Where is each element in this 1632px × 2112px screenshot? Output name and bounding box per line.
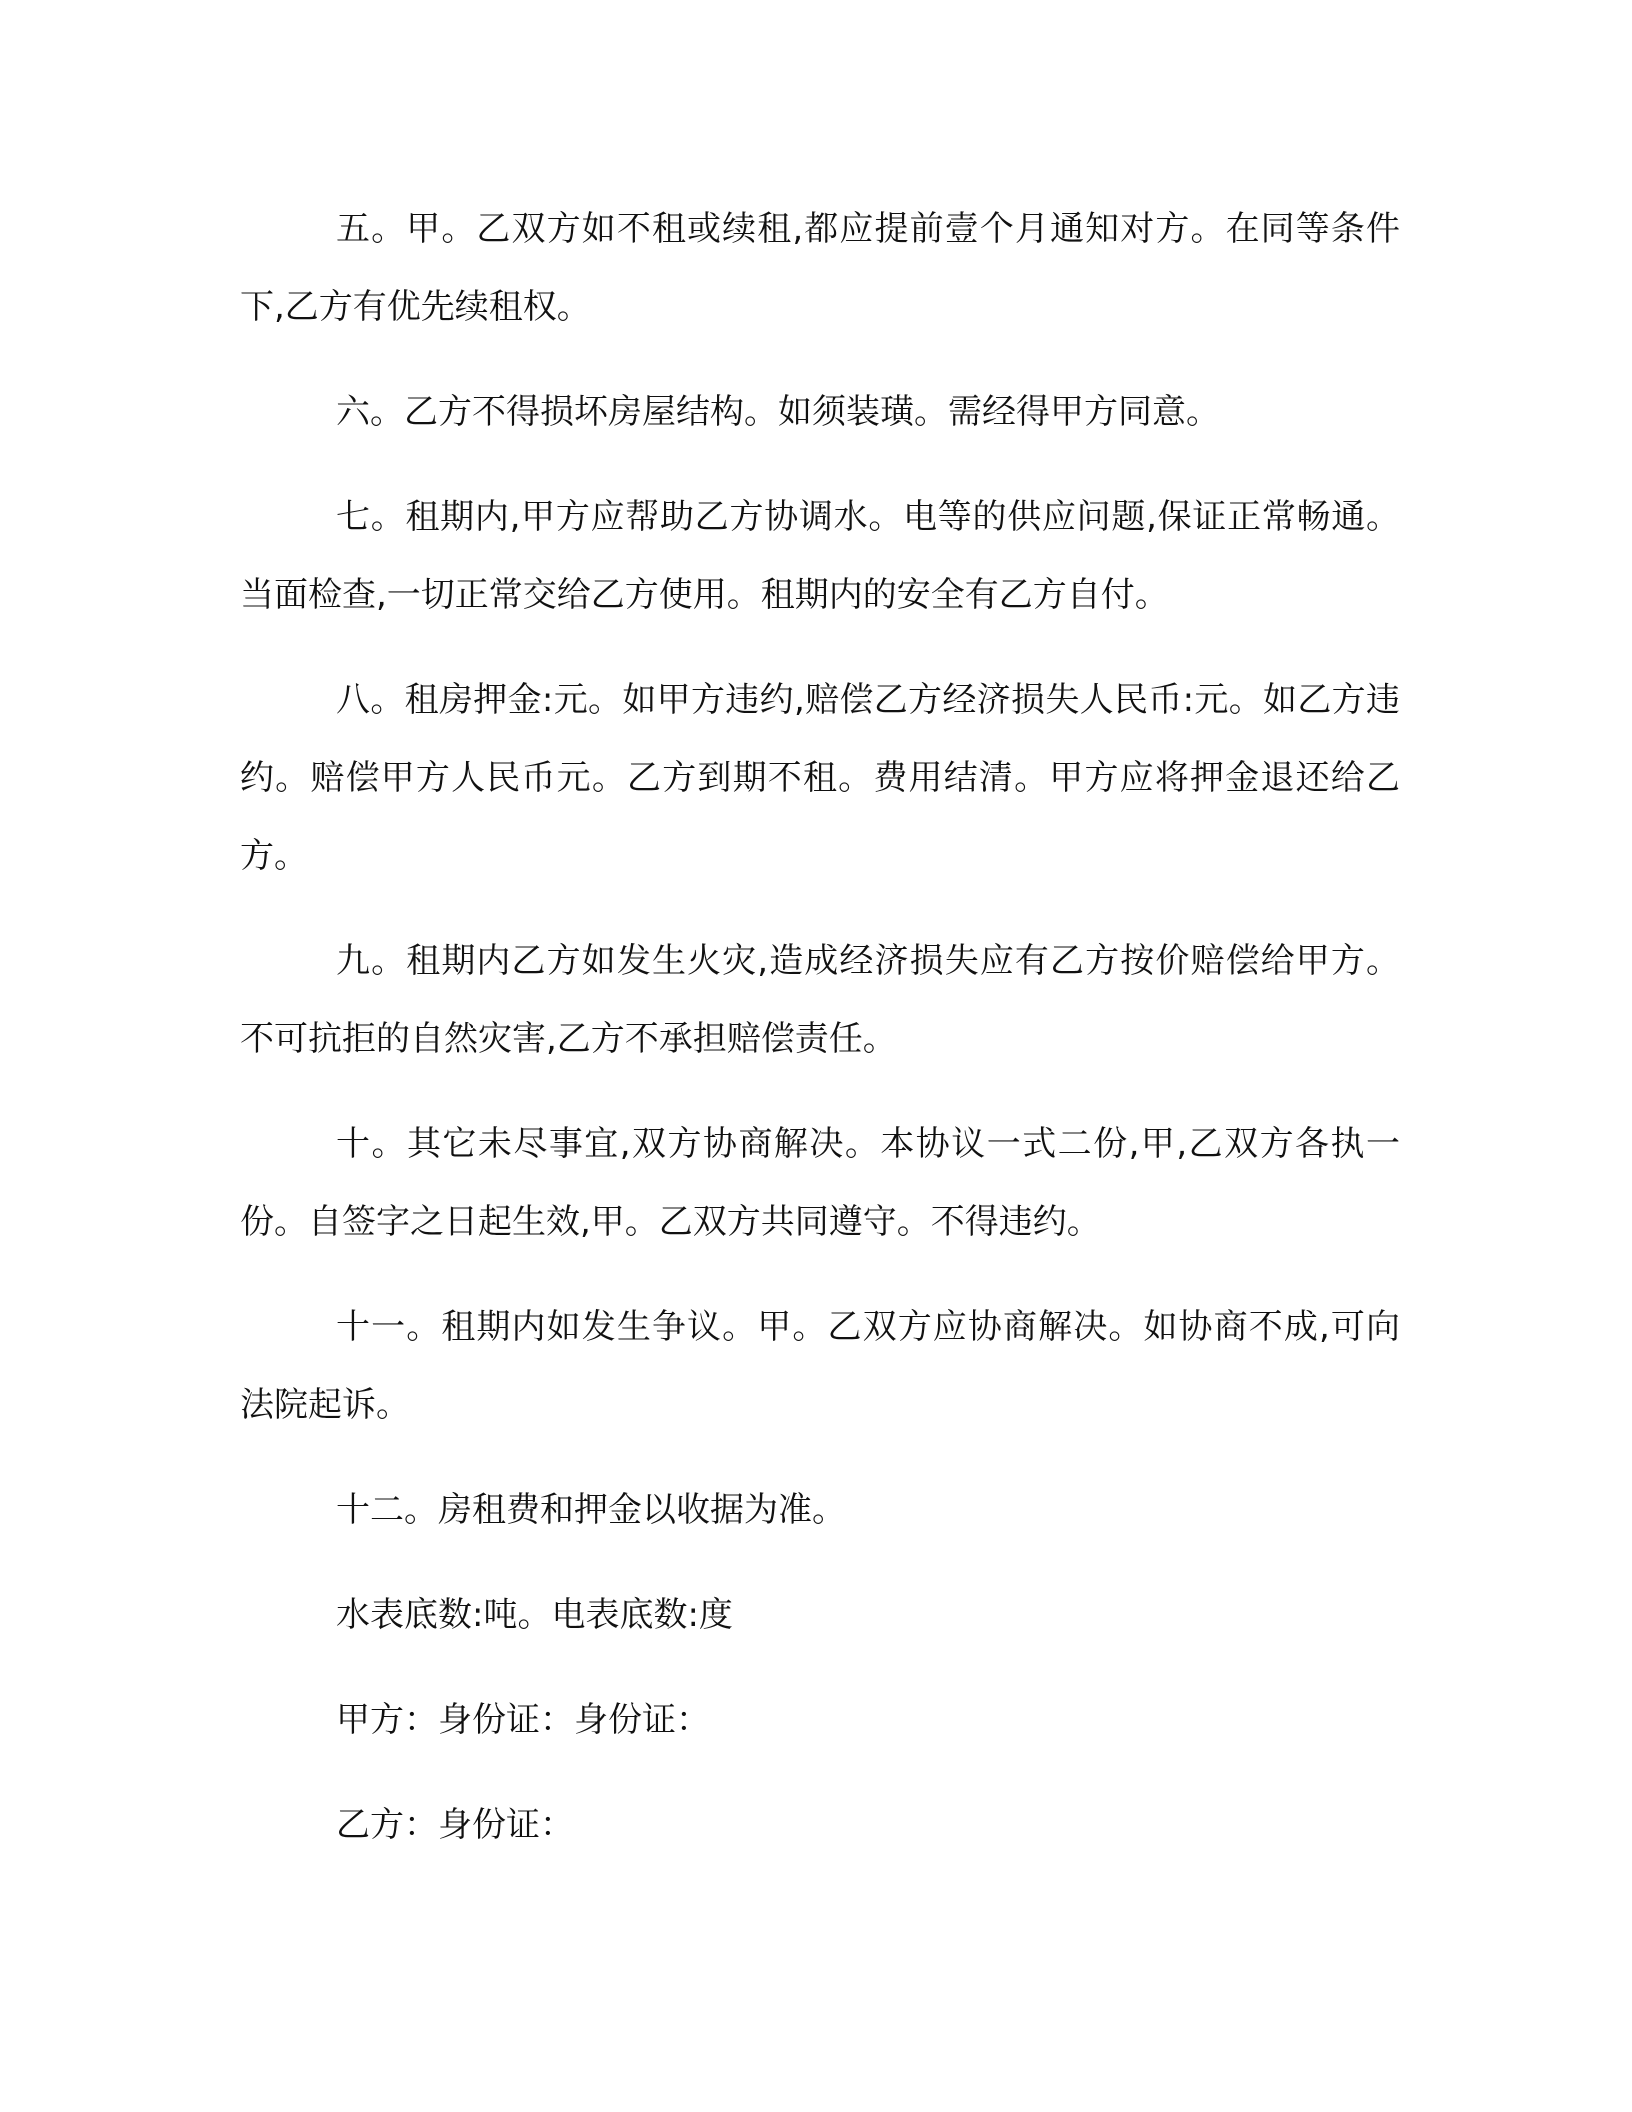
clause-7: 七。租期内,甲方应帮助乙方协调水。电等的供应问题,保证正常畅通。当面检查,一切正常交给乙方使用。租期内的安全有乙方自付。 [240, 497, 1400, 615]
clause-12: 十二。房租费和押金以收据为准。 [336, 1490, 846, 1530]
contract-body [240, 190, 1400, 1891]
party-b-signature-line: 乙方：身份证： [336, 1805, 574, 1845]
clause-9: 九。租期内乙方如发生火灾,造成经济损失应有乙方按价赔偿给甲方。不可抗拒的自然灾害,乙方不承担赔偿责任。 [240, 941, 1400, 1059]
party-a-signature-line: 甲方：身份证：身份证： [336, 1700, 710, 1740]
clause-11: 十一。租期内如发生争议。甲。乙双方应协商解决。如协商不成,可向法院起诉。 [240, 1307, 1400, 1425]
clause-6: 六。乙方不得损坏房屋结构。如须装璜。需经得甲方同意。 [336, 392, 1220, 432]
clause-5: 五。甲。乙双方如不租或续租,都应提前壹个月通知对方。在同等条件下,乙方有优先续租权。 [240, 209, 1400, 327]
clause-8: 八。租房押金:元。如甲方违约,赔偿乙方经济损失人民币:元。如乙方违约。赔偿甲方人民币元。乙方到期不租。费用结清。甲方应将押金退还给乙方。 [240, 680, 1400, 876]
clause-10: 十。其它未尽事宜,双方协商解决。本协议一式二份,甲,乙双方各执一份。自签字之日起生效,甲。乙双方共同遵守。不得违约。 [240, 1124, 1400, 1242]
meter-reading-note: 水表底数:吨。电表底数:度 [336, 1595, 733, 1635]
